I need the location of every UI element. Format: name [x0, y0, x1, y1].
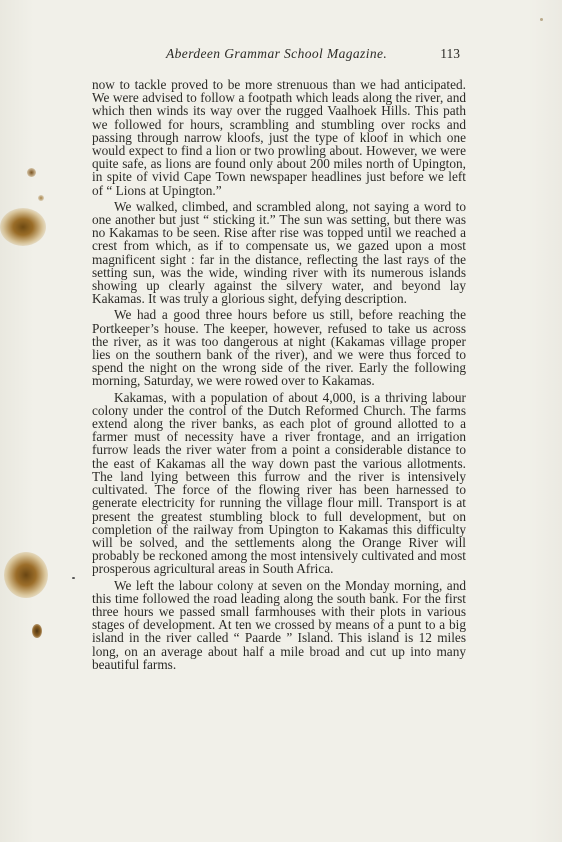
foxing-stain — [32, 624, 42, 638]
running-title: Aberdeen Grammar School Magazine. — [166, 46, 388, 61]
paragraph: now to tackle proved to be more strenuous than we had anticipated. We were advised to follow a footpath which leads along the river, and which then winds its way over the rugged Vaalhoek Hills. This path we followed for hours, scrambling and stumbling over rocks and passing through narrow kloofs, just the type of kloof in which one would expect to find a lion or two prowling about. However, we were quite safe, as lions are found only about 200 miles north of Upington, in spite of vivid Cape Town newspaper headlines just before we left of “ Lions at Upington.” — [92, 77, 466, 198]
paragraph: We walked, climbed, and scrambled along, not saying a word to one another but just “ sticking it.” The sun was setting, but there was no Kakamas to be seen. Rise after rise was topped until we reached a crest from which, as if to compensate us, we gazed upon a most magnificent sight : far in the distance, reflecting the last rays of the setting sun, was the wide, winding river with its numerous islands showing up clearly against the silvery water, and beyond lay Kakamas. It was truly a glorious sight, defying description. — [92, 198, 466, 307]
paragraph: Kakamas, with a population of about 4,000, is a thriving labour colony under the control of the Dutch Reformed Church. The farms extend along the river banks, as each plot of ground allotted to a farmer must of necessity have a river frontage, and an irrigation furrow leads the river water from a point a considerable distance to the east of Kakamas all the way down past the various allotments. The land lying between this furrow and the river is intensively cultivated. The force of the flowing river has been harnessed to generate electricity for running the village flour mill. Transport is at present the greatest stumbling block to full development, but on completion of the railway from Upington to Kakamas this difficulty will be solved, and the settlements along the Orange River will probably be reckoned among the most intensively cultivated and most prosperous agricultural areas in South Africa. — [92, 389, 466, 577]
running-head — [92, 46, 466, 64]
foxing-stain — [0, 208, 46, 246]
paragraph: We left the labour colony at seven on the Monday morning, and this time followed the road leading along the south bank. For the first three hours we passed small farmhouses with their plots in various stages of development. At ten we crossed by means of a punt to a big island in the river called “ Paarde ” Island. This island is 12 miles long, on an average about half a mile broad and cut up into many beautiful farms. — [92, 577, 466, 672]
foxing-stain — [38, 195, 44, 201]
ink-speck — [540, 18, 543, 21]
foxing-stain — [27, 168, 36, 177]
article-body — [92, 78, 466, 674]
ink-speck — [72, 577, 75, 579]
page-number: 113 — [440, 46, 460, 61]
foxing-stain — [4, 552, 48, 598]
paragraph: We had a good three hours before us still, before reaching the Portkeeper’s house. The keeper, however, refused to take us across the river, as it was too dangerous at night (Kakamas village proper lies on the southern bank of the river), and we were thus forced to spend the night on the wrong side of the river. Early the following morning, Saturday, we were rowed over to Kakamas. — [92, 307, 466, 389]
